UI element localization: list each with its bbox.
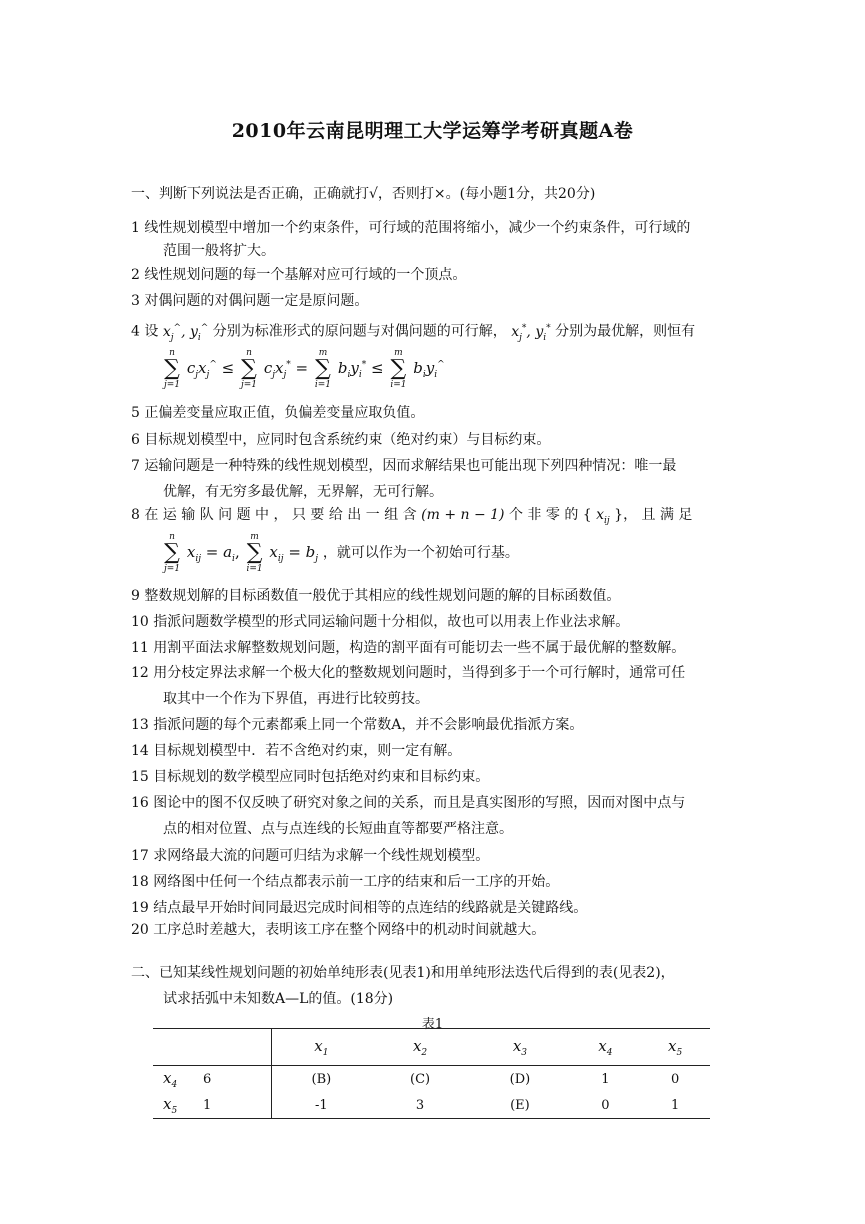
q8-suffix: }， 且 满 足 — [614, 507, 693, 523]
page-title: 2010年云南昆明理工大学运筹学考研真题A卷 — [231, 120, 634, 142]
section2-line1: 二、已知某线性规划问题的初始单纯形表(见表1)和用单纯形法迭代后得到的表(见表2)， — [131, 965, 675, 981]
q17: 17 求网络最大流的问题可归结为求解一个线性规划模型。 — [131, 848, 490, 864]
cell: 3 — [371, 1092, 470, 1119]
table1 — [153, 1028, 710, 1119]
q3: 3 对偶问题的对偶问题一定是原问题。 — [131, 293, 369, 309]
cell: -1 — [272, 1092, 371, 1119]
table-header-row — [153, 1029, 710, 1066]
q1-line1: 1 线性规划模型中增加一个约束条件，可行域的范围将缩小，减少一个约束条件，可行域的 — [131, 220, 691, 236]
q14: 14 目标规划模型中．若不含绝对约束，则一定有解。 — [131, 743, 462, 759]
q11: 11 用割平面法求解整数规划问题，构造的割平面有可能切去一些不属于最优解的整数解。 — [131, 640, 686, 656]
row-basis-x5: $x_5$ — [153, 1092, 203, 1119]
section1-heading: 一、判断下列说法是否正确，正确就打√，否则打×。(每小题1分，共20分) — [131, 186, 596, 202]
q4-formula: n ∑ j=1 $c_jx_j^{\^{}}$ ≤ n ∑ j=1 $c_jx_j^*$ = m ∑ i=1 $b_iy_i^*$ ≤ m ∑ i=1 $b_iy_i^{\^{}}$ — [164, 348, 445, 390]
q19: 19 结点最早开始时间同最迟完成时间相等的点连结的线路就是关键路线。 — [131, 900, 588, 916]
cell: (C) — [410, 1071, 431, 1087]
q6: 6 目标规划模型中，应同时包含系统约束（绝对约束）与目标约束。 — [131, 432, 551, 448]
q20: 20 工序总时差越大，表明该工序在整个网络中的机动时间就越大。 — [131, 922, 546, 938]
q8-mid: 个 非 零 的 { — [508, 507, 592, 523]
header-x3: $x_3$ — [469, 1029, 570, 1066]
header-x2: $x_2$ — [371, 1029, 470, 1066]
row-basis-x4: $x_4$ — [163, 1068, 178, 1090]
q8-line1 — [131, 505, 692, 531]
q12-line1: 12 用分枝定界法求解一个极大化的整数规划问题时，当得到多于一个可行解时，通常可任 — [131, 665, 686, 681]
q10: 10 指派问题数学模型的形式同运输问题十分相似，故也可以用表上作业法求解。 — [131, 614, 630, 630]
q12-line2: 取其中一个作为下界值，再进行比较剪技。 — [163, 691, 429, 707]
cell: (D) — [509, 1071, 531, 1087]
header-basis — [153, 1029, 203, 1066]
q8-mn-term: (m + n − 1) — [421, 507, 505, 523]
q13: 13 指派问题的每个元素都乘上同一个常数A，并不会影响最优指派方案。 — [131, 717, 584, 733]
cell: 0 — [570, 1092, 640, 1119]
q8-tail: ，就可以作为一个初始可行基。 — [322, 545, 519, 561]
q1-line2: 范围一般将扩大。 — [163, 243, 275, 259]
q18: 18 网络图中任何一个结点都表示前一工序的结束和后一工序的开始。 — [131, 874, 560, 890]
q4-suffix: 分别为最优解，则恒有 — [555, 323, 696, 340]
cell: (B) — [311, 1071, 332, 1087]
header-x1: $x_1$ — [272, 1029, 371, 1066]
q4-optimal-vars: $x_j^*$, $y_i^*$ — [511, 323, 551, 343]
q4-mid: 分别为标准形式的原问题与对偶问题的可行解， — [212, 323, 507, 340]
q16-line1: 16 图论中的图不仅反映了研究对象之间的关系，而且是真实图形的写照，因而对图中点与 — [131, 795, 686, 811]
cell: 1 — [601, 1071, 610, 1087]
q15: 15 目标规划的数学模型应同时包括绝对约束和目标约束。 — [131, 769, 490, 785]
table1-caption: 表1 — [421, 1017, 444, 1032]
row-b: 6 — [203, 1066, 272, 1093]
q5: 5 正偏差变量应取正值，负偏差变量应取负值。 — [131, 405, 425, 421]
q8-xij: $x_{ij}$ — [596, 507, 610, 526]
section2-line2: 试求括弧中未知数A—L的值。(18分) — [163, 991, 394, 1007]
q4-feasible-vars: $x_j^{\^{}}$, $y_i^{\^{}}$ — [162, 323, 209, 343]
row-b: 1 — [203, 1092, 272, 1119]
q8-prefix: 8 在 运 输 队 问 题 中 ， 只 要 给 出 一 组 含 — [131, 507, 417, 523]
q9: 9 整数规划解的目标函数值一般优于其相应的线性规划问题的解的目标函数值。 — [131, 588, 621, 604]
table-row — [153, 1092, 710, 1119]
q8-formula: n ∑ j=1 $x_{ij} = a_i$, m ∑ i=1 $x_{ij} = b_j$ ，就可以作为一个初始可行基。 — [164, 532, 519, 574]
cell: 1 — [640, 1092, 710, 1119]
cell: 0 — [670, 1071, 680, 1087]
table-row — [153, 1066, 710, 1093]
q7-line1: 7 运输问题是一种特殊的线性规划模型，因而求解结果也可能出现下列四种情况：唯一最 — [131, 458, 677, 474]
header-x4: $x_4$ — [570, 1029, 640, 1066]
q7-line2: 优解，有无穷多最优解，无界解，无可行解。 — [163, 484, 443, 500]
q4-prefix: 4 设 — [131, 323, 159, 340]
q4-line — [131, 318, 695, 347]
header-b — [203, 1029, 272, 1066]
header-x5: $x_5$ — [640, 1029, 710, 1066]
cell: (E) — [469, 1092, 570, 1119]
q16-line2: 点的相对位置、点与点连线的长短曲直等都要严格注意。 — [163, 821, 513, 837]
q2: 2 线性规划问题的每一个基解对应可行域的一个顶点。 — [131, 267, 467, 283]
